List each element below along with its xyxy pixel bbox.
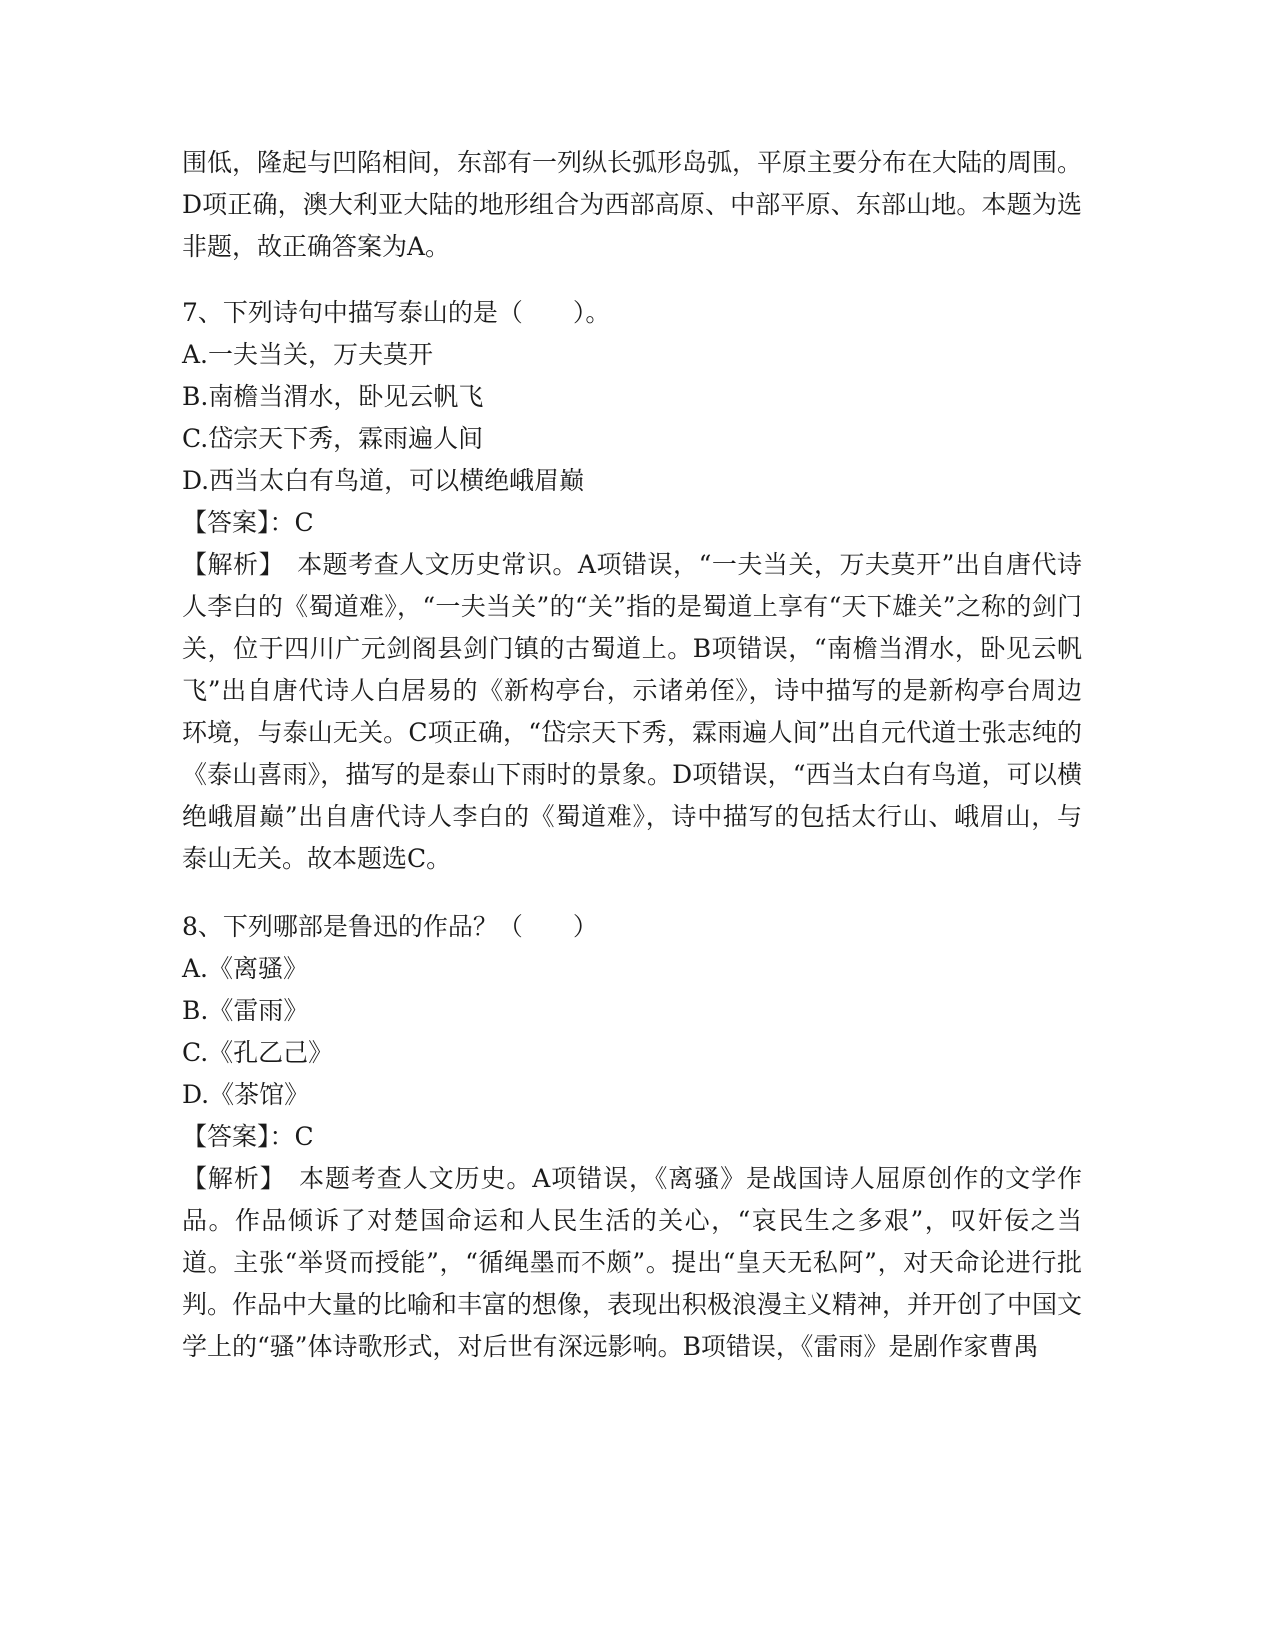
option-c: C.《孔乙己》: [182, 1038, 334, 1067]
continuation-paragraph: 围低，隆起与凹陷相间，东部有一列纵长弧形岛弧，平原主要分布在大陆的周围。D项正确，澳大利亚大陆的地形组合为西部高原、中部平原、东部山地。本题为选非题，故正确答案为A。: [182, 148, 1083, 261]
analysis-paragraph: 【解析】 本题考查人文历史。A项错误，《离骚》是战国诗人屈原创作的文学作品。作品倾诉了对楚国命运和人民生活的关心，“哀民生之多艰”，叹奸佞之当道。主张“举贤而授能”，“循绳墨而不颇”。提出“皇天无私阿”，对天命论进行批判。作品中大量的比喻和丰富的想像，表现出积极浪漫主义精神，并开创了中国文学上的“骚”体诗歌形式，对后世有深远影响。B项错误，《雷雨》是剧作家曹禺: [182, 1164, 1083, 1361]
answer-line: 【答案】：C: [182, 508, 314, 537]
option-d: D.《茶馆》: [182, 1080, 310, 1109]
question-8: [182, 906, 1082, 1368]
option-b: B.《雷雨》: [182, 996, 309, 1025]
option-a: A.一夫当关，万夫莫开: [182, 340, 434, 369]
option-a: A.《离骚》: [182, 954, 309, 983]
analysis-paragraph: 【解析】 本题考查人文历史常识。A项错误，“一夫当关，万夫莫开”出自唐代诗人李白的《蜀道难》，“一夫当关”的“关”指的是蜀道上享有“天下雄关”之称的剑门关，位于四川广元剑阁县剑门镇的古蜀道上。B项错误，“南檐当渭水，卧见云帆飞”出自唐代诗人白居易的《新构亭台，示诸弟侄》，诗中描写的是新构亭台周边环境，与泰山无关。C项正确，“岱宗天下秀，霖雨遍人间”出自元代道士张志纯的《泰山喜雨》，描写的是泰山下雨时的景象。D项错误，“西当太白有鸟道，可以横绝峨眉巅”出自唐代诗人李白的《蜀道难》，诗中描写的包括太行山、峨眉山，与泰山无关。故本题选C。: [182, 550, 1082, 873]
option-c: C.岱宗天下秀，霖雨遍人间: [182, 424, 484, 453]
document-page: [182, 142, 1082, 1368]
question-stem: 8、下列哪部是鲁迅的作品？（ ）: [182, 912, 598, 941]
question-7: [182, 292, 1082, 880]
answer-line: 【答案】：C: [182, 1122, 314, 1151]
option-d: D.西当太白有鸟道，可以横绝峨眉巅: [182, 466, 585, 495]
question-stem: 7、下列诗句中描写泰山的是（ ）。: [182, 298, 611, 327]
option-b: B.南檐当渭水，卧见云帆飞: [182, 382, 484, 411]
